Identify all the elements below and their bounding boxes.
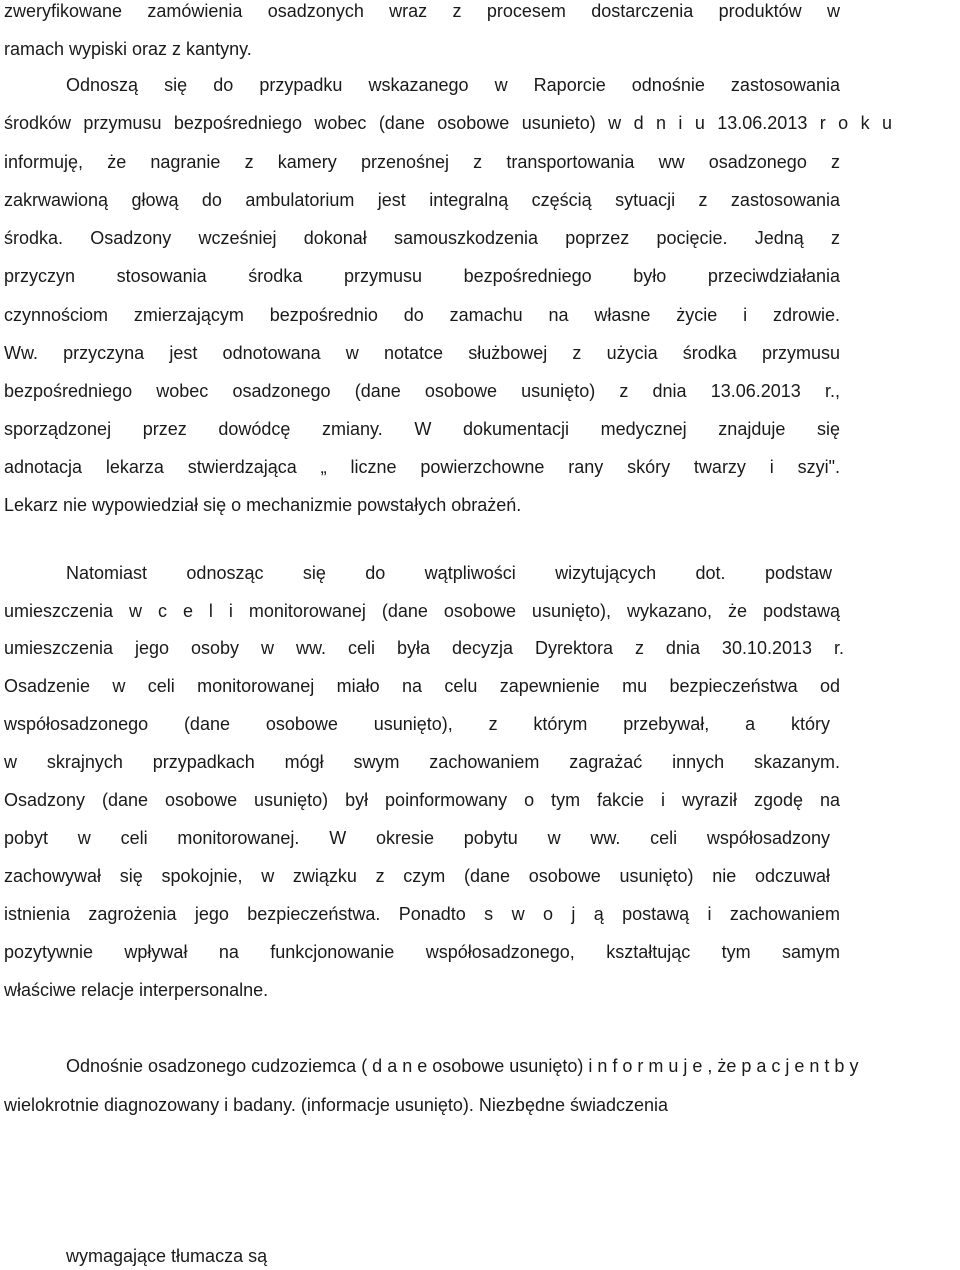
text-line: Odnośnie osadzonego cudzoziemca ( d a n e osobowe usunięto) i n f o r m u j e , że p a c j e n t b y — [66, 1056, 859, 1076]
text-line: przyczyn stosowania środka przymusu bezpośredniego było przeciwdziałania — [4, 266, 840, 286]
text-line: Osadzenie w celi monitorowanej miało na celu zapewnienie mu bezpieczeństwa od — [4, 676, 840, 696]
text-line: środków przymusu bezpośredniego wobec (dane osobowe usunieto) w d n i u 13.06.2013 r o k u — [4, 113, 892, 133]
text-line: umieszczenia w c e l i monitorowanej (dane osobowe usunięto), wykazano, że podstawą — [4, 601, 840, 621]
text-line: pobyt w celi monitorowanej. W okresie pobytu w ww. celi współosadzony — [4, 828, 830, 848]
text-line: zakrwawioną głową do ambulatorium jest integralną częścią sytuacji z zastosowania — [4, 190, 840, 210]
text-line: ramach wypiski oraz z kantyny. — [4, 39, 252, 59]
text-line: współosadzonego (dane osobowe usunięto), z którym przebywał, a który — [4, 714, 830, 734]
text-line: Ww. przyczyna jest odnotowana w notatce służbowej z użycia środka przymusu — [4, 343, 840, 363]
text-line: czynnościom zmierzającym bezpośrednio do zamachu na własne życie i zdrowie. — [4, 305, 840, 325]
text-line: Lekarz nie wypowiedział się o mechanizmie powstałych obrażeń. — [4, 495, 522, 515]
text-line: adnotacja lekarza stwierdzająca „ liczne powierzchowne rany skóry twarzy i szyi". — [4, 457, 840, 477]
text-line: zweryfikowane zamówienia osadzonych wraz z procesem dostarczenia produktów w — [4, 1, 840, 21]
text-line: bezpośredniego wobec osadzonego (dane osobowe usunięto) z dnia 13.06.2013 r., — [4, 381, 840, 401]
text-line: wielokrotnie diagnozowany i badany. (informacje usunięto). Niezbędne świadczenia — [4, 1095, 669, 1115]
text-line: Osadzony (dane osobowe usunięto) był poinformowany o tym fakcie i wyraził zgodę na — [4, 790, 840, 810]
text-line: Odnoszą się do przypadku wskazanego w Raporcie odnośnie zastosowania — [66, 75, 840, 95]
text-line: właściwe relacje interpersonalne. — [4, 980, 269, 1000]
text-line: sporządzonej przez dowódcę zmiany. W dokumentacji medycznej znajduje się — [4, 419, 840, 439]
text-line: istnienia zagrożenia jego bezpieczeństwa. Ponadto s w o j ą postawą i zachowaniem — [4, 904, 840, 924]
text-line: w skrajnych przypadkach mógł swym zachowaniem zagrażać innych skazanym. — [4, 752, 840, 772]
text-line: informuję, że nagranie z kamery przenośnej z transportowania ww osadzonego z — [4, 152, 840, 172]
text-line: umieszczenia jego osoby w ww. celi była decyzja Dyrektora z dnia 30.10.2013 r. — [4, 638, 844, 658]
text-line: środka. Osadzony wcześniej dokonał samouszkodzenia poprzez pocięcie. Jedną z — [4, 228, 840, 248]
text-line: wymagające tłumacza są — [66, 1246, 268, 1266]
text-line: zachowywał się spokojnie, w związku z czym (dane osobowe usunięto) nie odczuwał — [4, 866, 830, 886]
text-line: pozytywnie wpływał na funkcjonowanie współosadzonego, kształtując tym samym — [4, 942, 840, 962]
text-line: Natomiast odnosząc się do wątpliwości wizytujących dot. podstaw — [66, 563, 832, 583]
